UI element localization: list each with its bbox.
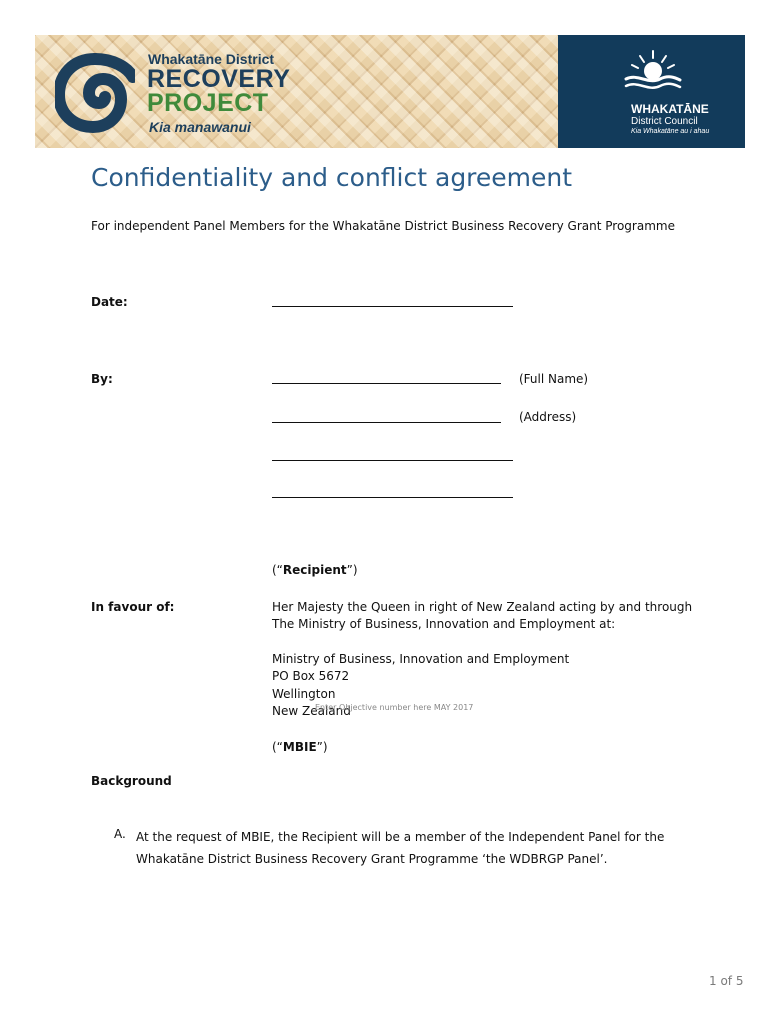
koru-logo-icon bbox=[55, 53, 135, 133]
address-blank-line-2[interactable] bbox=[272, 460, 513, 461]
project-project-word: PROJECT bbox=[147, 89, 269, 117]
document-title: Confidentiality and conflict agreement bbox=[91, 163, 573, 192]
council-tagline: Kia Whakatāne au i ahau bbox=[631, 128, 710, 135]
item-a-line-2: Whakatāne District Business Recovery Grant Programme ‘the WDBRGP Panel’. bbox=[136, 852, 608, 866]
mbie-word: MBIE bbox=[282, 740, 317, 754]
date-blank-line[interactable] bbox=[272, 306, 513, 307]
by-label: By: bbox=[91, 372, 113, 386]
objective-number-watermark: Enter Objective number here MAY 2017 bbox=[315, 703, 474, 712]
sunrise-waves-icon bbox=[624, 49, 682, 95]
address-line-4: New Zealand bbox=[272, 704, 351, 718]
mbie-definition: (“MBIE”) bbox=[272, 740, 328, 754]
document-subtitle: For independent Panel Members for the Whakatāne District Business Recovery Grant Programme bbox=[91, 219, 675, 233]
header-banner bbox=[35, 35, 745, 148]
project-district-name: Whakatāne District bbox=[148, 51, 275, 67]
full-name-hint: (Full Name) bbox=[519, 372, 589, 386]
favour-line-1: Her Majesty the Queen in right of New Zealand acting by and through bbox=[272, 600, 693, 614]
item-a-text bbox=[136, 826, 664, 870]
date-label: Date: bbox=[91, 295, 128, 309]
address-line-2: PO Box 5672 bbox=[272, 669, 350, 683]
recipient-definition: (“Recipient”) bbox=[272, 563, 358, 577]
project-tagline: Kia manawanui bbox=[149, 119, 251, 135]
council-logo-panel bbox=[558, 35, 745, 148]
address-blank-line[interactable] bbox=[272, 422, 501, 423]
in-favour-of-label: In favour of: bbox=[91, 600, 175, 614]
background-heading: Background bbox=[91, 774, 172, 788]
council-subtitle: District Council bbox=[631, 116, 698, 127]
item-a-line-1: At the request of MBIE, the Recipient will be a member of the Independent Panel for the bbox=[136, 830, 665, 844]
council-name: WHAKATĀNE bbox=[631, 102, 709, 116]
project-recovery-word: RECOVERY bbox=[147, 65, 291, 93]
favour-line-2: The Ministry of Business, Innovation and Employment at: bbox=[272, 617, 616, 631]
page-number: 1 of 5 bbox=[709, 974, 744, 988]
address-line-3: Wellington bbox=[272, 687, 336, 701]
full-name-blank-line[interactable] bbox=[272, 383, 501, 384]
address-hint: (Address) bbox=[519, 410, 577, 424]
address-blank-line-3[interactable] bbox=[272, 497, 513, 498]
address-line-1: Ministry of Business, Innovation and Employment bbox=[272, 652, 570, 666]
recipient-word: Recipient bbox=[282, 563, 347, 577]
item-a-marker: A. bbox=[114, 827, 126, 841]
